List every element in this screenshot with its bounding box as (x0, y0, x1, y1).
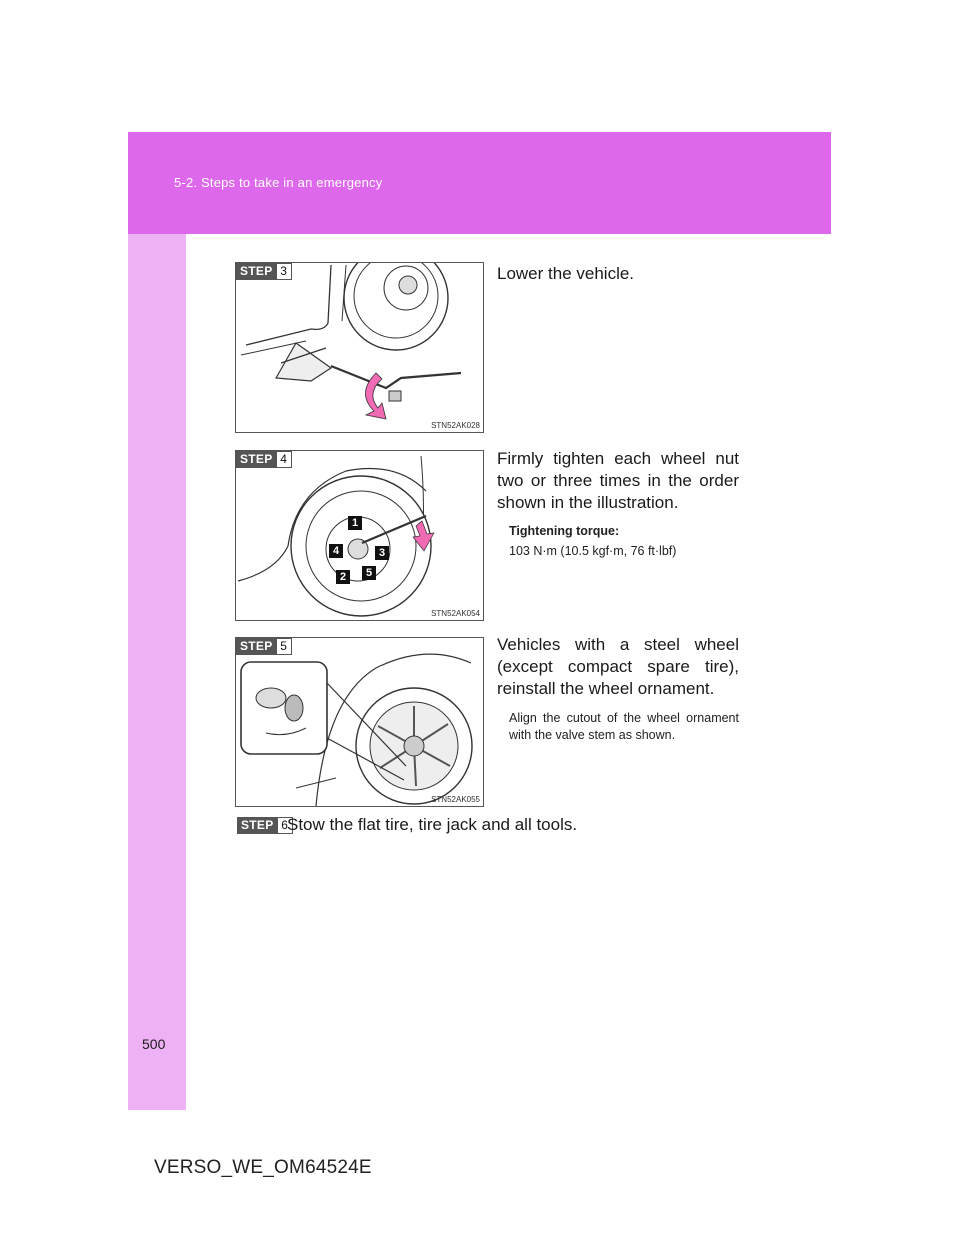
step-badge (236, 638, 292, 655)
step-badge-number: 4 (277, 451, 292, 468)
step-badge (237, 817, 293, 834)
figure-code: STN52AK054 (431, 609, 480, 618)
step-badge-label: STEP (236, 638, 277, 655)
step-badge-label: STEP (237, 817, 278, 834)
document-code: VERSO_WE_OM64524E (154, 1157, 372, 1178)
step-3-text: Lower the vehicle. (497, 264, 635, 283)
section-title: 5-2. Steps to take in an emergency (174, 175, 383, 190)
step-5-text: Vehicles with a steel wheel (except compact spare tire), reinstall the wheel ornament. (497, 635, 739, 698)
figure-code: STN52AK055 (431, 795, 480, 804)
figure-step-4 (235, 450, 484, 621)
page-number: 500 (142, 1036, 166, 1052)
figure-code: STN52AK028 (431, 421, 480, 430)
torque-label: Tightening torque: (509, 524, 620, 538)
step-badge (236, 263, 292, 280)
torque-value: 103 N·m (10.5 kgf·m, 76 ft·lbf) (509, 544, 677, 558)
step-5-note: Align the cutout of the wheel ornament with the valve stem as shown. (509, 711, 739, 742)
nut-label-5: 5 (362, 566, 376, 580)
step-badge-number: 5 (277, 638, 292, 655)
nut-label-2: 2 (336, 570, 350, 584)
step-6-row (237, 817, 293, 834)
jack-lowering-illustration (236, 263, 483, 432)
step-4-text: Firmly tighten each wheel nut two or three times in the order shown in the illustration. (497, 449, 739, 512)
wheel-nut-order-illustration (236, 451, 483, 620)
step-6-text: Stow the flat tire, tire jack and all tools. (287, 815, 578, 834)
step-badge-label: STEP (236, 263, 277, 280)
side-strip (128, 234, 186, 1110)
figure-step-5 (235, 637, 484, 807)
figure-step-3 (235, 262, 484, 433)
nut-label-1: 1 (348, 516, 362, 530)
step-badge-number: 6 (278, 817, 293, 834)
nut-label-4: 4 (329, 544, 343, 558)
wheel-ornament-illustration (236, 638, 483, 806)
step-badge-number: 3 (277, 263, 292, 280)
nut-label-3: 3 (375, 546, 389, 560)
step-badge-label: STEP (236, 451, 277, 468)
step-badge (236, 451, 292, 468)
